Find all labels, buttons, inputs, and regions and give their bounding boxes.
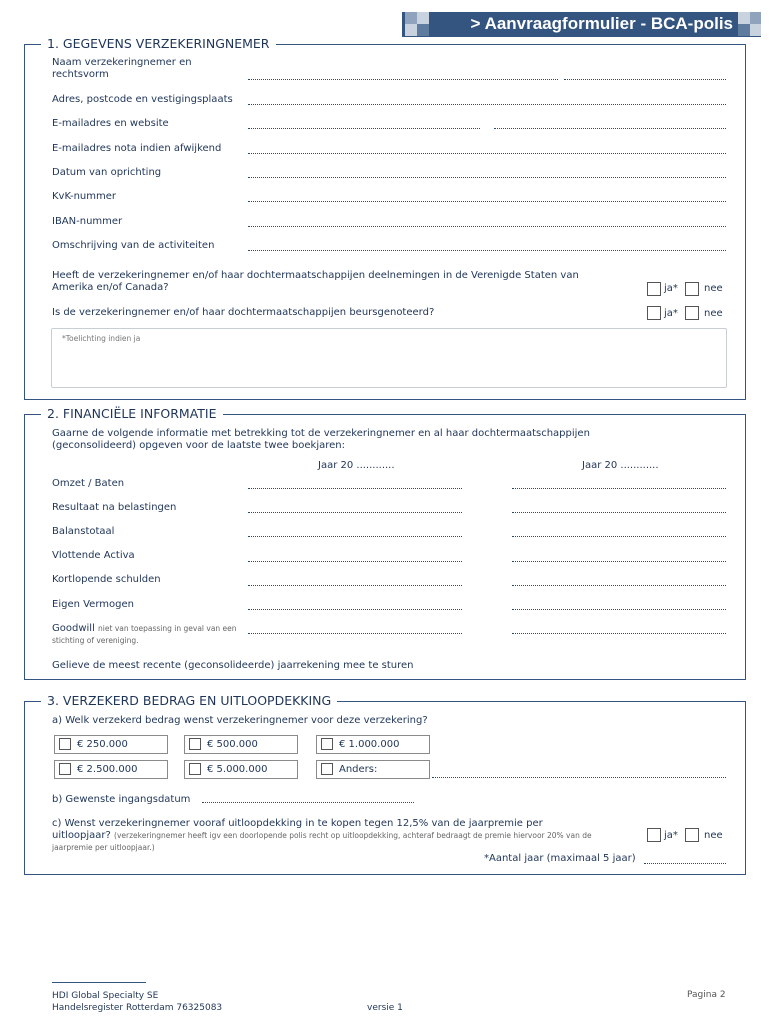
field-label: Omschrijving van de activiteiten xyxy=(52,240,215,251)
field-label: Naam verzekeringnemer en rechtsvorm xyxy=(52,57,192,80)
field-label: E-mailadres nota indien afwijkend xyxy=(52,143,222,154)
option-label: € 1.000.000 xyxy=(339,739,400,750)
balance-total-year2-input[interactable] xyxy=(512,536,726,537)
goodwill-note: niet van toepassing in geval van een stichting of vereniging. xyxy=(52,624,237,645)
section-title: 3. VERZEKERD BEDRAG EN UITLOOPDEKKING xyxy=(41,693,337,708)
question-text: a) Welk verzekerd bedrag wenst verzekeringnemer voor deze verzekering? xyxy=(52,715,428,726)
financial-row-label: Balanstotaal xyxy=(52,526,115,537)
option-other[interactable] xyxy=(316,760,430,779)
page-number: Pagina 2 xyxy=(687,990,726,1000)
option-checkbox[interactable] xyxy=(189,763,201,775)
field-label: IBAN-nummer xyxy=(52,216,123,227)
website-input[interactable] xyxy=(494,128,726,129)
iban-input[interactable] xyxy=(248,226,726,227)
form-title-banner xyxy=(402,12,761,37)
footer-register: Handelsregister Rotterdam 76325083 xyxy=(52,1003,223,1013)
footer-divider xyxy=(52,982,146,983)
option-checkbox[interactable] xyxy=(59,763,71,775)
option-label: € 5.000.000 xyxy=(207,764,268,775)
goodwill-year2-input[interactable] xyxy=(512,633,726,634)
banner-decoration xyxy=(738,12,750,24)
footer-version: versie 1 xyxy=(367,1003,403,1013)
q1-no-checkbox[interactable] xyxy=(685,282,699,296)
financial-row-label: Resultaat na belastingen xyxy=(52,502,177,513)
yes-label: ja* xyxy=(664,308,678,319)
question-text: c) Wenst verzekeringnemer vooraf uitloopdekking in te kopen tegen 12,5% van de jaarpremie per uitloopjaar? xyxy=(52,818,543,841)
q1-yes-checkbox[interactable] xyxy=(647,282,661,296)
yes-label: ja* xyxy=(664,830,678,841)
explanation-placeholder: *Toelichting indien ja xyxy=(62,334,141,343)
year-label-2: Jaar 20 ............ xyxy=(582,460,659,471)
net-result-year2-input[interactable] xyxy=(512,512,726,513)
revenue-year1-input[interactable] xyxy=(248,488,462,489)
page-title: > Aanvraagformulier - BCA-polis xyxy=(470,14,733,33)
option-label: € 250.000 xyxy=(77,739,128,750)
current-liabilities-year1-input[interactable] xyxy=(248,585,462,586)
financial-row-label: Vlottende Activa xyxy=(52,550,135,561)
address-input[interactable] xyxy=(248,104,726,105)
banner-decoration xyxy=(738,24,750,36)
run-off-note: (verzekeringnemer heeft igv een doorlopende polis recht op uitloopdekking, achteraf bedraagt de premie hiervoor 20% van de jaarpremie per uitloopjaar.) xyxy=(52,831,592,852)
option-1000000[interactable] xyxy=(316,735,430,754)
run-off-no-checkbox[interactable] xyxy=(685,828,699,842)
financial-row-label: Kortlopende schulden xyxy=(52,574,161,585)
field-label: KvK-nummer xyxy=(52,191,117,202)
goodwill-year1-input[interactable] xyxy=(248,633,462,634)
option-checkbox[interactable] xyxy=(321,763,333,775)
no-label: nee xyxy=(704,830,723,841)
banner-decoration xyxy=(750,12,761,24)
option-checkbox[interactable] xyxy=(59,738,71,750)
option-label: € 500.000 xyxy=(207,739,258,750)
option-label: Anders: xyxy=(339,764,378,775)
current-assets-year1-input[interactable] xyxy=(248,561,462,562)
activities-input[interactable] xyxy=(248,250,726,251)
field-label: Adres, postcode en vestigingsplaats xyxy=(52,94,233,105)
q2-no-checkbox[interactable] xyxy=(685,306,699,320)
option-label: € 2.500.000 xyxy=(77,764,138,775)
revenue-year2-input[interactable] xyxy=(512,488,726,489)
email-input[interactable] xyxy=(248,128,480,129)
goodwill-label xyxy=(52,623,242,647)
footer-company: HDI Global Specialty SE xyxy=(52,991,159,1001)
run-off-question xyxy=(52,818,597,854)
year-label-1: Jaar 20 ............ xyxy=(318,460,395,471)
years-input[interactable] xyxy=(644,863,726,864)
current-assets-year2-input[interactable] xyxy=(512,561,726,562)
current-liabilities-year2-input[interactable] xyxy=(512,585,726,586)
financial-row-label: Omzet / Baten xyxy=(52,478,125,489)
section-title: 2. FINANCIËLE INFORMATIE xyxy=(41,406,223,421)
years-label: *Aantal jaar (maximaal 5 jaar) xyxy=(484,853,636,864)
net-result-year1-input[interactable] xyxy=(248,512,462,513)
no-label: nee xyxy=(704,308,723,319)
option-250000[interactable] xyxy=(54,735,168,754)
question-text: Heeft de verzekeringnemer en/of haar dochtermaatschappijen deelnemingen in de Verenigde Staten van Amerika en/of Canada? xyxy=(52,270,579,293)
section-intro: Gaarne de volgende informatie met betrekking tot de verzekeringnemer en al haar dochtermaatschappijen (geconsolideerd) opgeven voor de laatste twee boekjaren: xyxy=(52,428,590,451)
question-text: b) Gewenste ingangsdatum xyxy=(52,794,191,805)
balance-total-year1-input[interactable] xyxy=(248,536,462,537)
section-title: 1. GEGEVENS VERZEKERINGNEMER xyxy=(41,36,276,51)
option-500000[interactable] xyxy=(184,735,298,754)
option-checkbox[interactable] xyxy=(321,738,333,750)
question-text: Is de verzekeringnemer en/of haar dochtermaatschappijen beursgenoteerd? xyxy=(52,307,435,318)
q2-yes-checkbox[interactable] xyxy=(647,306,661,320)
founding-date-input[interactable] xyxy=(248,177,726,178)
goodwill-title: Goodwill xyxy=(52,623,95,634)
kvk-input[interactable] xyxy=(248,201,726,202)
invoice-email-input[interactable] xyxy=(248,153,726,154)
other-amount-input[interactable] xyxy=(432,777,726,778)
run-off-yes-checkbox[interactable] xyxy=(647,828,661,842)
legal-form-input[interactable] xyxy=(564,79,726,80)
annual-report-note: Gelieve de meest recente (geconsolideerde) jaarrekening mee te sturen xyxy=(52,660,414,671)
equity-year1-input[interactable] xyxy=(248,609,462,610)
field-label: Datum van oprichting xyxy=(52,167,162,178)
equity-year2-input[interactable] xyxy=(512,609,726,610)
yes-label: ja* xyxy=(664,283,678,294)
explanation-textarea[interactable] xyxy=(51,328,727,388)
start-date-input[interactable] xyxy=(202,802,414,803)
financial-row-label: Eigen Vermogen xyxy=(52,599,134,610)
name-input[interactable] xyxy=(248,79,558,80)
field-label: E-mailadres en website xyxy=(52,118,169,129)
no-label: nee xyxy=(704,283,723,294)
option-checkbox[interactable] xyxy=(189,738,201,750)
option-5000000[interactable] xyxy=(184,760,298,779)
option-2500000[interactable] xyxy=(54,760,168,779)
banner-decoration xyxy=(750,24,761,36)
